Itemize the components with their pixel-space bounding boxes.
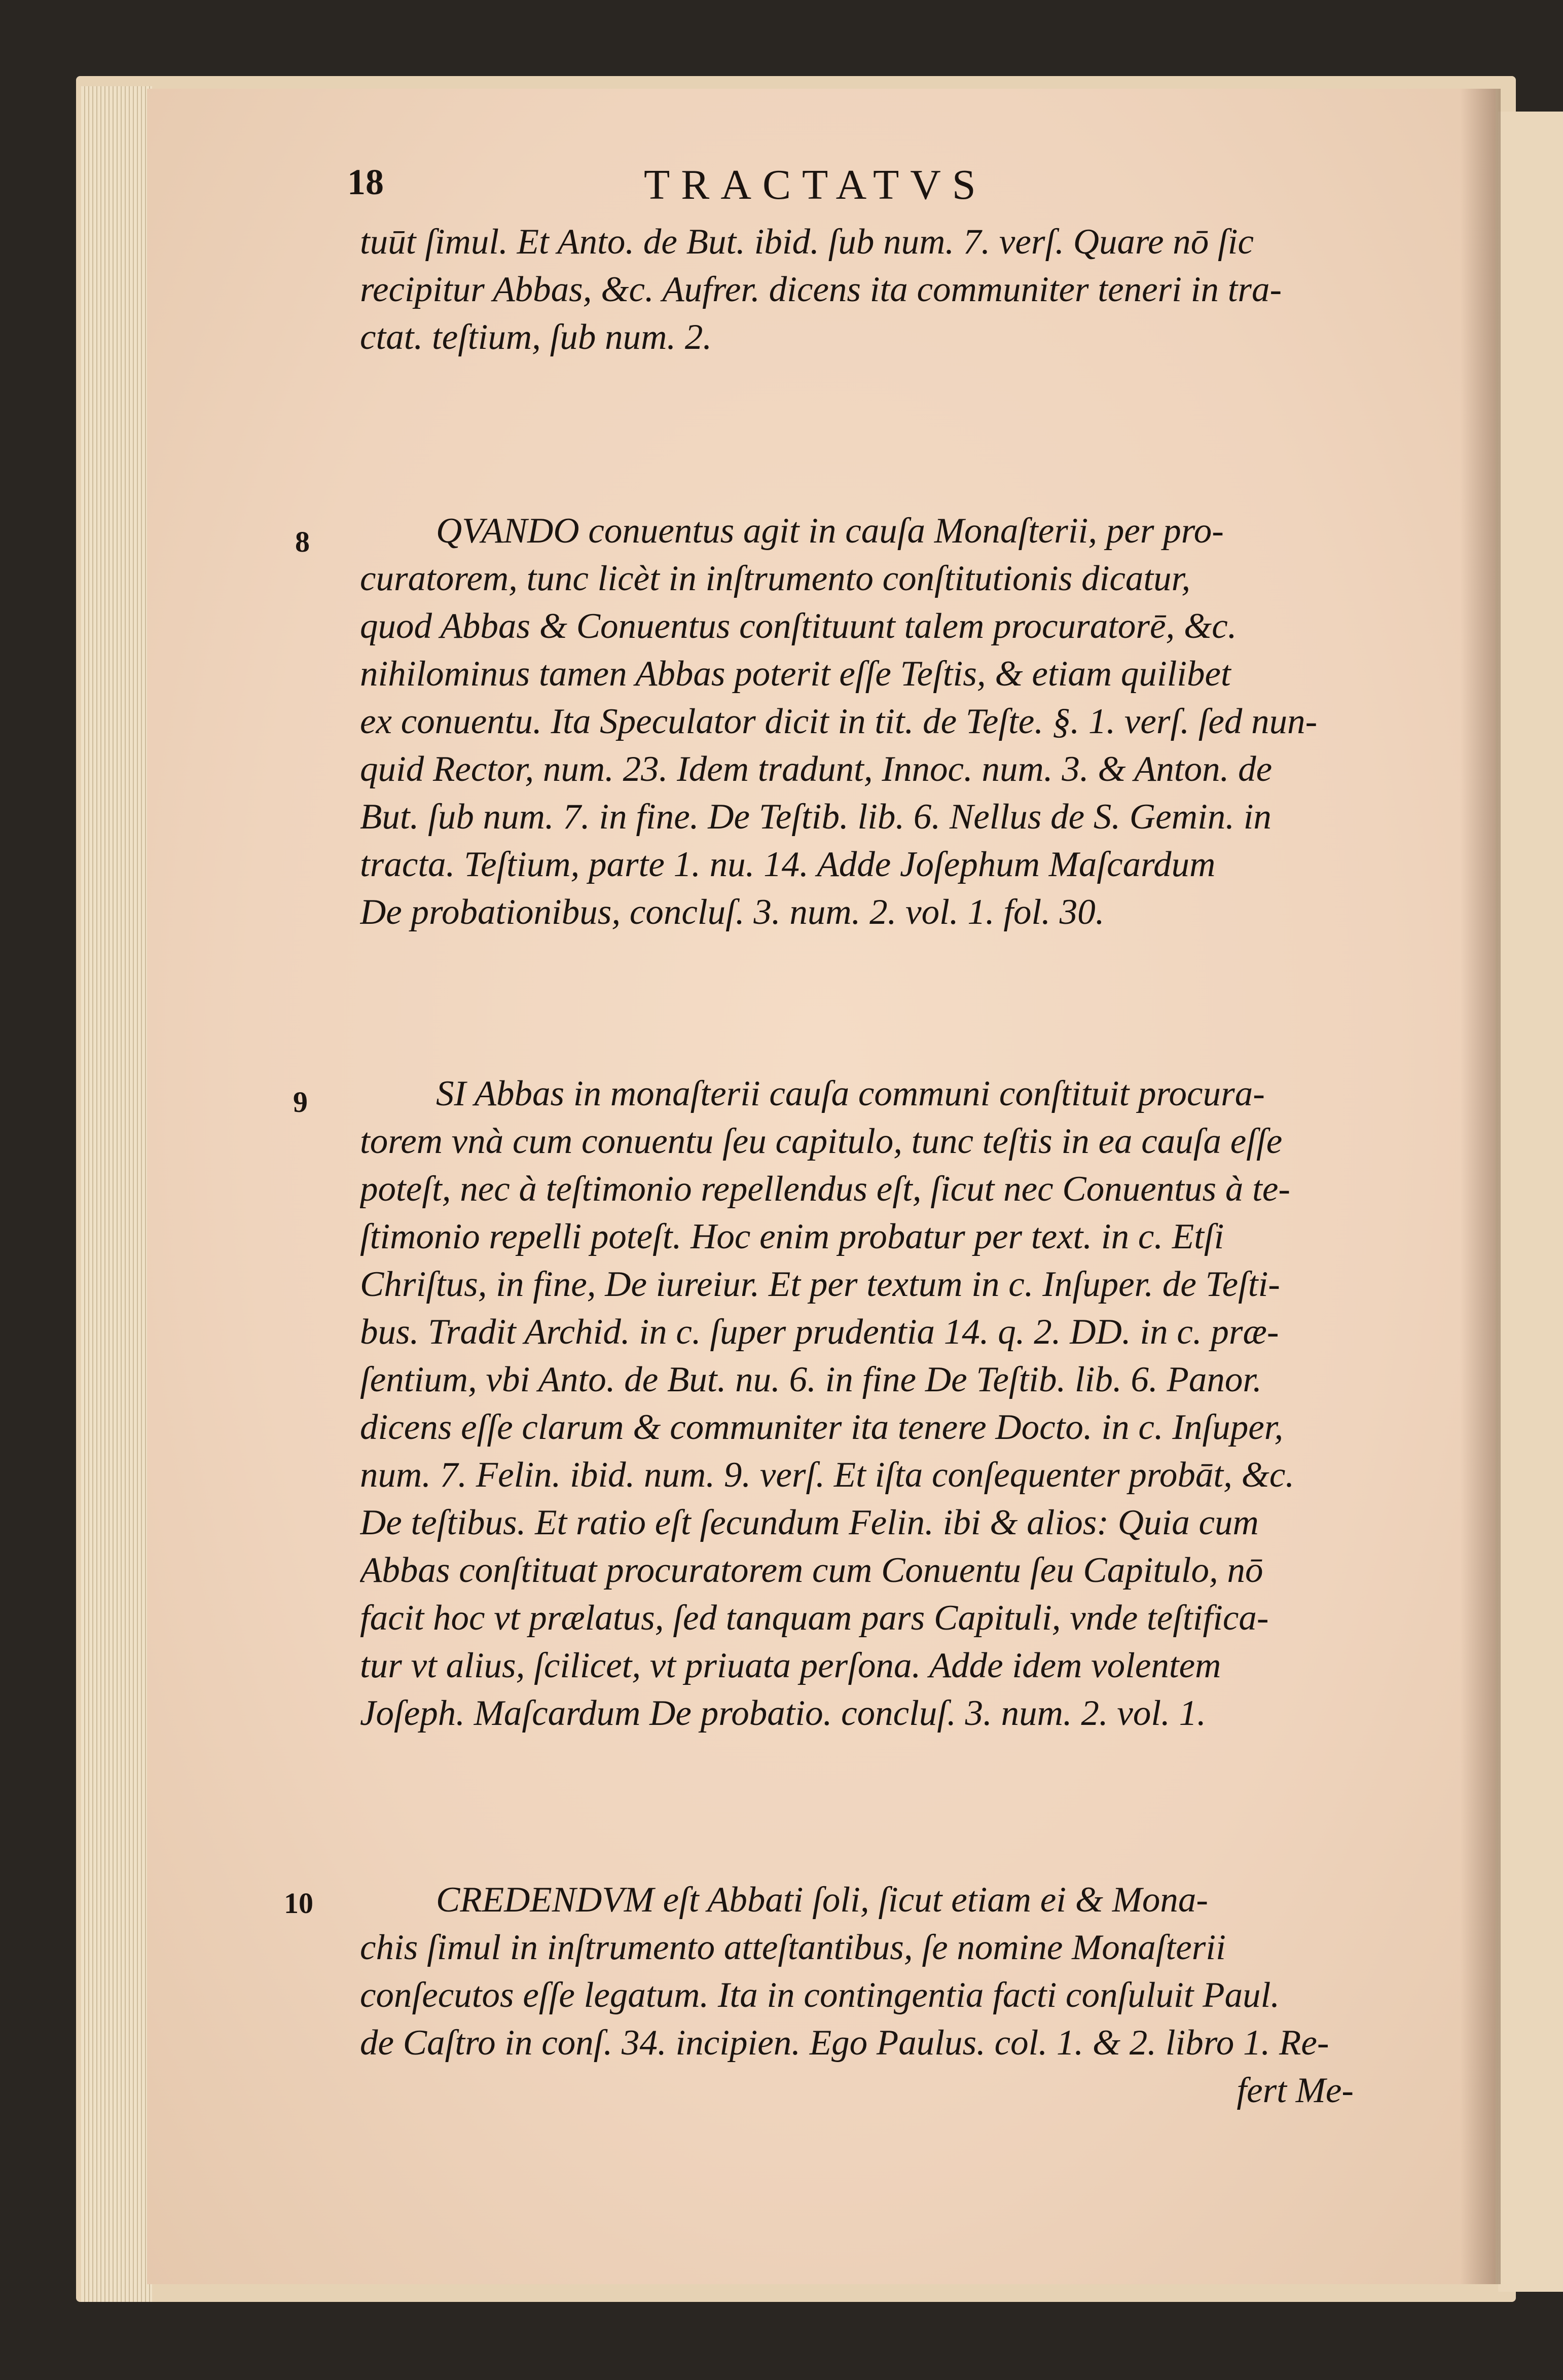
catchword: fert Me- [1237, 2071, 1354, 2110]
paragraph-continuation [360, 218, 1354, 361]
text-line: conſecutos eſſe legatum. Ita in contingentia facti conſuluit Paul. [360, 1975, 1280, 2015]
text-line: ſtimonio repelli poteſt. Hoc enim probatur per text. in c. Etſi [360, 1217, 1224, 1256]
text-line: Abbas conſtituat procuratorem cum Conuentu ſeu Capitulo, nō [360, 1550, 1263, 1590]
text-line: nihilominus tamen Abbas poterit eſſe Teſtis, & etiam quilibet [360, 654, 1231, 694]
text-line: chis ſimul in inſtrumento atteſtantibus, ſe nomine Monaſterii [360, 1928, 1226, 1967]
margin-number: 10 [284, 1887, 313, 1920]
text-line: ſentium, vbi Anto. de But. nu. 6. in fine De Teſtib. lib. 6. Panor. [360, 1360, 1262, 1399]
paragraph-9 [360, 1070, 1354, 1737]
text-line: num. 7. Felin. ibid. num. 9. verſ. Et iſta conſequenter probāt, &c. [360, 1455, 1295, 1495]
paragraph-8 [360, 507, 1354, 936]
text-line: QVANDO conuentus agit in cauſa Monaſterii, per pro- [436, 511, 1224, 551]
text-line: De teſtibus. Et ratio eſt ſecundum Felin. ibi & alios: Quia cum [360, 1503, 1259, 1542]
text-line: Joſeph. Maſcardum De probatio. concluſ. 3. num. 2. vol. 1. [360, 1693, 1206, 1733]
text-line: quid Rector, num. 23. Idem tradunt, Innoc. num. 3. & Anton. de [360, 749, 1273, 789]
text-line: Chriſtus, in fine, De iureiur. Et per textum in c. Inſuper. de Teſti- [360, 1265, 1280, 1304]
paragraph-10 [360, 1876, 1354, 2114]
text-line: bus. Tradit Archid. in c. ſuper prudentia 14. q. 2. DD. in c. præ- [360, 1312, 1279, 1352]
text-line: SI Abbas in monaſterii cauſa communi conſtituit procura- [436, 1074, 1265, 1113]
gutter-shadow [1460, 89, 1501, 2284]
text-line: De probationibus, concluſ. 3. num. 2. vol. 1. fol. 30. [360, 892, 1105, 932]
text-line: facit hoc vt prælatus, ſed tanquam pars Capituli, vnde teſtifica- [360, 1598, 1269, 1638]
margin-number: 8 [295, 525, 310, 558]
facing-page-edge [1498, 112, 1563, 2292]
text-line: But. ſub num. 7. in fine. De Teſtib. lib. 6. Nellus de S. Gemin. in [360, 797, 1271, 837]
text-line: ex conuentu. Ita Speculator dicit in tit. de Teſte. §. 1. verſ. ſed nun- [360, 702, 1318, 741]
text-line: tracta. Teſtium, parte 1. nu. 14. Adde Joſephum Maſcardum [360, 845, 1216, 884]
text-line: dicens eſſe clarum & communiter ita tenere Docto. in c. Inſuper, [360, 1408, 1284, 1447]
text-line: recipitur Abbas, &c. Aufrer. dicens ita communiter teneri in tra- [360, 270, 1282, 309]
page-stack-edge [81, 86, 152, 2302]
margin-number: 9 [293, 1086, 308, 1119]
text-line: torem vnà cum conuentu ſeu capitulo, tunc teſtis in ea cauſa eſſe [360, 1122, 1283, 1161]
running-title: TRACTATVS [644, 161, 987, 208]
text-line: quod Abbas & Conuentus conſtituunt talem procuratorē, &c. [360, 606, 1237, 646]
text-line: poteſt, nec à teſtimonio repellendus eſt, ſicut nec Conuentus à te- [360, 1169, 1291, 1209]
text-line: tuūt ſimul. Et Anto. de But. ibid. ſub num. 7. verſ. Quare nō ſic [360, 222, 1254, 262]
text-line: CREDENDVM eſt Abbati ſoli, ſicut etiam ei & Mona- [436, 1880, 1208, 1920]
page-number: 18 [347, 162, 384, 202]
text-line: tur vt alius, ſcilicet, vt priuata perſona. Adde idem volentem [360, 1646, 1221, 1685]
text-line: de Caſtro in conſ. 34. incipien. Ego Paulus. col. 1. & 2. libro 1. Re- [360, 2023, 1329, 2063]
text-line: ctat. teſtium, ſub num. 2. [360, 317, 712, 357]
text-line: curatorem, tunc licèt in inſtrumento conſtitutionis dicatur, [360, 559, 1191, 598]
